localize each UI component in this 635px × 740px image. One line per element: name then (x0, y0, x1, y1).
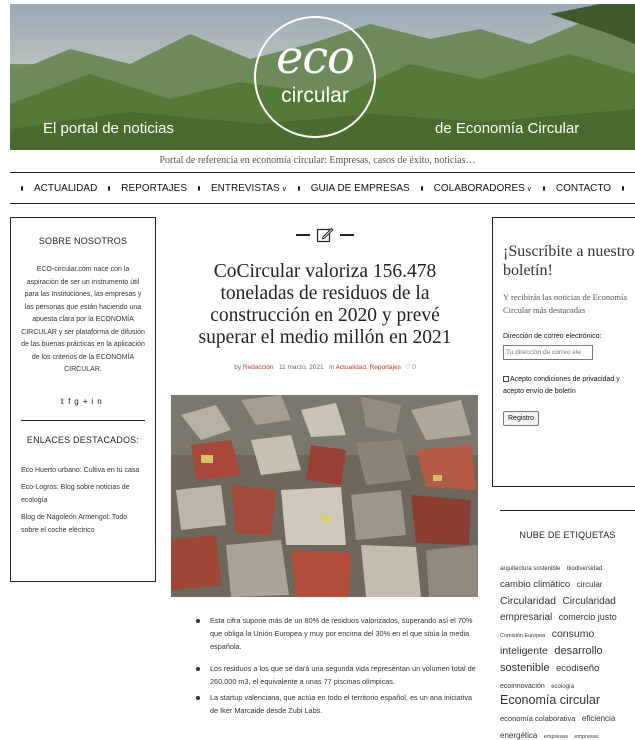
nav-item-colaboradores[interactable] (434, 183, 532, 194)
privacy-label: Acepto condiciones de privacidad y acepto envío de boletín (503, 376, 620, 395)
meta-by: by (234, 364, 241, 371)
tag-link[interactable]: comercio justo (558, 612, 617, 623)
article (170, 217, 480, 715)
newsletter-lead: Y recibirás las noticias de Economía Circular más destacadas (503, 292, 628, 315)
post-date: 11 marzo, 2021 (278, 364, 324, 371)
about-title: SOBRE NOSOTROS (38, 236, 128, 246)
tag-link[interactable]: biodiversidad (566, 566, 603, 572)
chevron-down-icon: ∨ (281, 185, 287, 193)
tag-link[interactable]: economía colaborativa (500, 714, 576, 724)
site-subtitle: Portal de referencia en economía circular: Empresas, casos de éxito, noticias… (159, 155, 476, 166)
logo-circular-text: circular (281, 84, 349, 107)
nav-bullet (198, 186, 200, 191)
nav-item-contacto[interactable]: CONTACTO (555, 182, 612, 194)
tag-link[interactable]: ecología (551, 683, 574, 690)
divider (296, 234, 310, 236)
linkedin-icon[interactable]: in (91, 396, 106, 406)
tag-link[interactable]: ecoinnovación (500, 682, 545, 690)
nav-bullet (298, 186, 300, 191)
nav-bullet (21, 186, 23, 191)
nav-item-entrevistas[interactable] (211, 183, 287, 194)
nav-item-actualidad[interactable]: ACTUALIDAD (33, 182, 98, 194)
article-highlights (196, 615, 481, 728)
meta-in: in (329, 364, 335, 371)
highlight-item: Esta cifra supone más de un 80% de residuos valorizados, superando así el 70% que obliga la Unión Europea y muy por encima del 30% en el que sitúa la media española. (196, 615, 481, 653)
rubble-image (171, 395, 478, 597)
banner-tagline-left: El portal de noticias (43, 120, 174, 137)
tag-cloud (500, 558, 635, 740)
divider (21, 420, 145, 421)
nav-bullet (622, 186, 624, 191)
tag-link[interactable]: arquitectura sostenible (500, 566, 561, 572)
privacy-consent (503, 374, 635, 397)
about-text: ECO-circular.com nace con la aspiración de ser un instrumento útil para las Instituciones, las empresas y las personas que están haciendo una apuesta clara por la ECONOMÍA CIRCULAR y ser plataforma de difusión de las buenas prácticas en la aplicación de los criterios de la ECONOMÍA CIRCULAR. (21, 266, 145, 373)
main-nav (10, 172, 635, 204)
left-sidebar (10, 217, 156, 582)
banner-tagline-right: de Economía Circular (435, 120, 580, 137)
highlight-item: Los residuos a los que se dará una segunda vida representan un volumen total de 260.000 m3, el equivalente a unas 77 piscinas olímpicas. (196, 663, 481, 689)
post-format-row (170, 217, 480, 253)
newsletter-title: ¡Suscríbite a nuestro boletín! (503, 243, 635, 279)
tag-link[interactable]: Circularidad (500, 594, 557, 607)
tag-cloud-title: NUBE DE ETIQUETAS (519, 530, 616, 540)
tag-link[interactable]: consumo inteligente (500, 628, 595, 657)
nav-bullet (543, 186, 545, 191)
divider (340, 234, 354, 236)
twitter-icon[interactable]: 𝕥 (60, 396, 69, 406)
like-count: 0 (412, 364, 416, 371)
nav-item-label: COLABORADORES (433, 182, 525, 194)
nav-item-label: ENTREVISTAS (210, 182, 280, 194)
logo-eco-text: eco (276, 30, 354, 84)
tag-link[interactable]: empresas (543, 733, 568, 740)
facebook-icon[interactable]: f (68, 396, 75, 406)
article-meta (170, 363, 480, 371)
nav-bullet (421, 186, 423, 191)
category-links[interactable]: Actualidad, Reportajes (335, 364, 401, 371)
tag-link[interactable]: Comisión Europea (500, 633, 546, 640)
privacy-checkbox[interactable] (503, 376, 509, 382)
article-title[interactable]: CoCircular valoriza 156.478 toneladas de residuos de la construcción en 2020 y prevé superar el medio millón en 2021 (198, 261, 452, 348)
newsletter-widget (492, 217, 635, 487)
social-links (21, 397, 145, 406)
featured-link[interactable]: Blog de Nagoleón Armengol: Todo sobre el coche eléctrico (21, 514, 128, 534)
edit-icon (316, 226, 334, 244)
google-plus-icon[interactable]: g+ (74, 396, 92, 406)
tag-cloud-widget (500, 510, 635, 740)
highlight-item: La startup valenciana, que actúa en todo el territorio español, es un ana iniciativa de Iker Marcaide desde Zubi Labs. (196, 692, 481, 718)
featured-links (21, 465, 145, 538)
featured-link[interactable]: Eco Huerto urbano: Cultiva en tu casa (21, 466, 140, 474)
register-button[interactable]: Registro (503, 411, 539, 426)
divider (500, 510, 635, 511)
header-banner[interactable] (10, 4, 635, 150)
tag-link[interactable]: cambio climático (500, 578, 571, 590)
tag-link[interactable]: Circularidad empresarial (500, 595, 616, 624)
tag-link[interactable]: circular (576, 579, 603, 589)
chevron-down-icon: ∨ (526, 185, 532, 193)
nav-item-guia-de-empresas[interactable]: GUIA DE EMPRESAS (310, 182, 410, 194)
featured-link[interactable]: Eco-Logros: Blog sobre noticias de ecología (21, 484, 130, 504)
tag-link[interactable]: desarrollo sostenible (500, 644, 603, 674)
tag-link[interactable]: empresas (574, 733, 599, 740)
article-image (171, 395, 478, 597)
nav-bullet (108, 186, 110, 191)
like-button[interactable] (405, 364, 416, 371)
tag-link[interactable]: Economía circular (500, 693, 601, 708)
tag-link[interactable]: eficiencia energética (500, 714, 616, 740)
author-link[interactable]: Redacción (242, 364, 274, 371)
heart-icon: ♡ (404, 364, 411, 371)
nav-item-reportajes[interactable]: REPORTAJES (121, 182, 188, 194)
tag-link[interactable]: ecodiseño (556, 662, 600, 674)
email-label: Dirección de correo electrónico: (503, 333, 602, 340)
email-input[interactable] (503, 345, 593, 360)
links-title: ENLACES DESTACADOS: (26, 434, 140, 445)
